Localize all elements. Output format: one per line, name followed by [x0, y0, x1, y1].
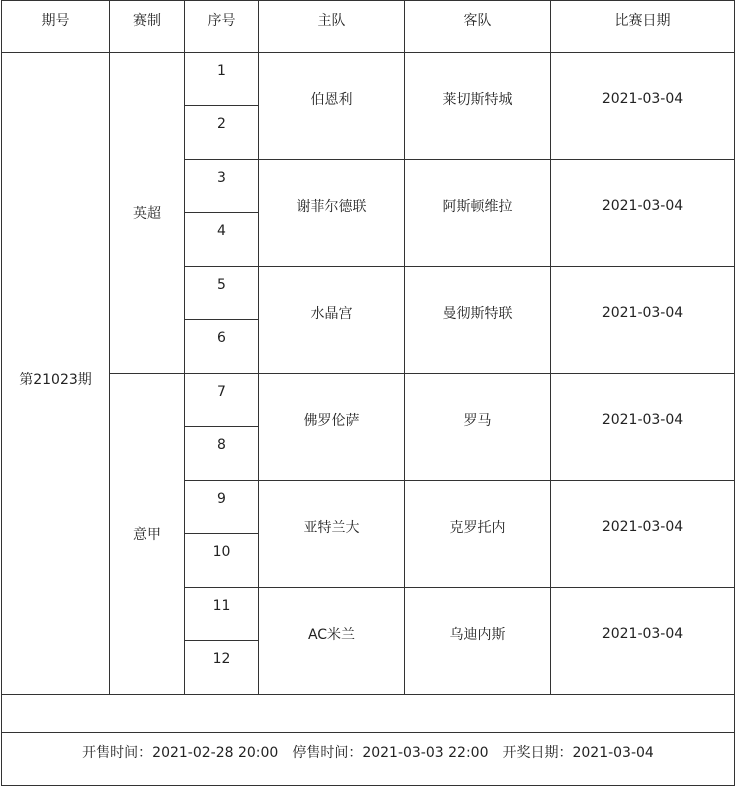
home-team: AC米兰 [307, 627, 356, 643]
header-away: 客队 [463, 13, 492, 29]
body-bottom-line [1, 694, 735, 695]
match-date: 2021-03-04 [601, 305, 684, 321]
header-period: 期号 [41, 13, 70, 29]
match-date: 2021-03-04 [601, 198, 684, 214]
seq-number: 1 [217, 63, 226, 79]
away-team: 阿斯顿维拉 [442, 199, 513, 215]
away-team: 克罗托内 [449, 520, 506, 536]
home-team: 佛罗伦萨 [303, 413, 360, 429]
seq-number: 10 [212, 544, 231, 560]
home-team: 伯恩利 [310, 92, 353, 108]
seq-number: 8 [217, 437, 226, 453]
seq-number: 2 [217, 116, 226, 132]
seq-number: 4 [217, 223, 226, 239]
match-date: 2021-03-04 [601, 519, 684, 535]
away-team: 曼彻斯特联 [442, 306, 513, 322]
period-value: 第21023期 [19, 371, 92, 388]
match-date: 2021-03-04 [601, 412, 684, 428]
seq-number: 3 [217, 170, 226, 186]
away-team: 罗马 [463, 413, 492, 429]
header-competition: 赛制 [133, 13, 161, 29]
seq-number: 9 [217, 491, 226, 507]
seq-number: 7 [217, 384, 226, 400]
match-date: 2021-03-04 [601, 91, 684, 107]
match-date: 2021-03-04 [601, 626, 684, 642]
home-team: 亚特兰大 [303, 520, 360, 536]
seq-number: 5 [217, 277, 226, 293]
header-index: 序号 [207, 13, 236, 29]
home-team: 谢菲尔德联 [296, 199, 367, 215]
away-team: 莱切斯特城 [442, 92, 513, 108]
home-team: 水晶宫 [310, 306, 353, 322]
sale-info-footer: 开售时间：2021-02-28 20:00 停售时间：2021-03-03 22:00 开奖日期：2021-03-04 [82, 745, 654, 761]
competition-serie-a: 意甲 [133, 527, 161, 543]
competition-premier-league: 英超 [133, 206, 161, 222]
table-right-border [734, 0, 735, 786]
seq-number: 6 [217, 330, 226, 346]
header-home: 主队 [317, 13, 346, 29]
header-date: 比赛日期 [614, 13, 671, 29]
away-team: 乌迪内斯 [449, 627, 506, 643]
table-bottom-border [1, 785, 735, 786]
seq-number: 11 [212, 598, 231, 614]
seq-number: 12 [212, 651, 231, 667]
